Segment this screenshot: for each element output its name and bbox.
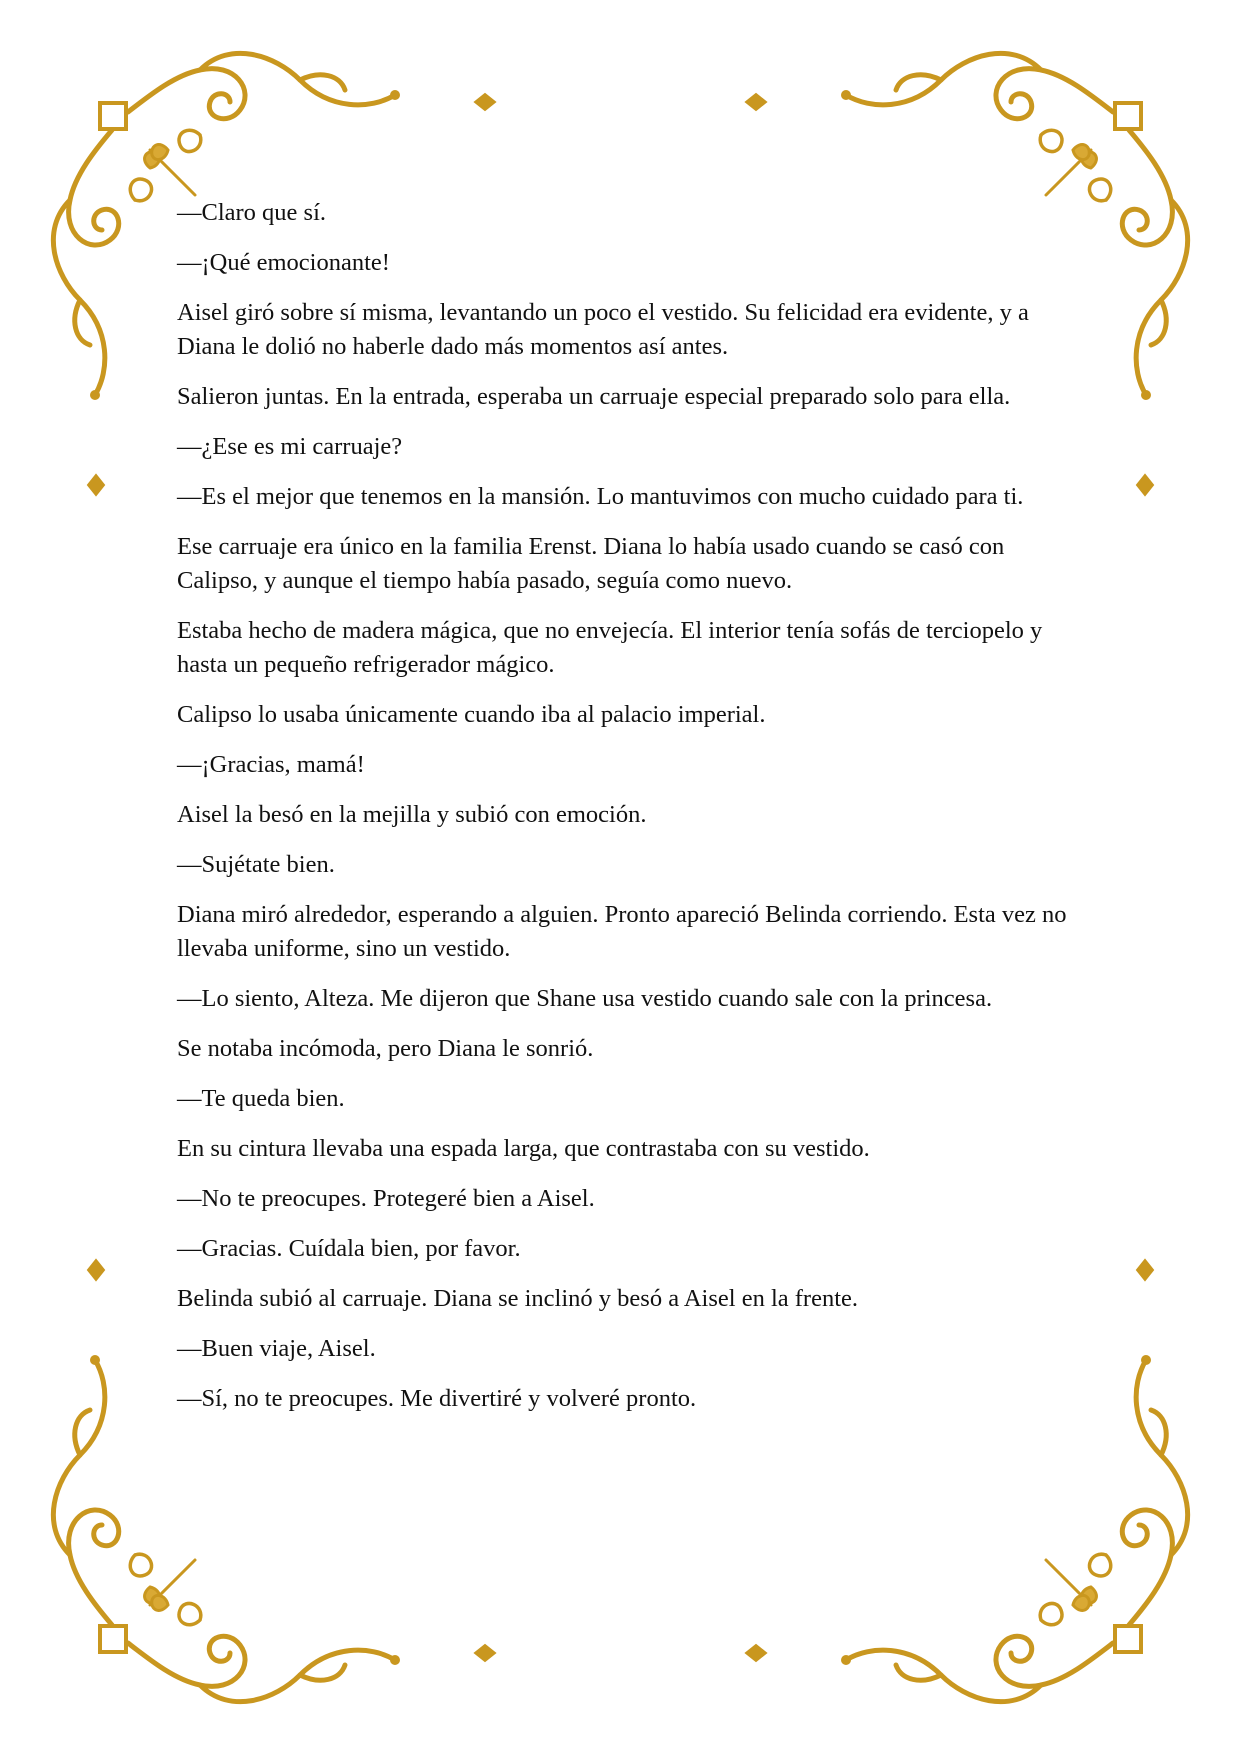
paragraph: Salieron juntas. En la entrada, esperaba un carruaje especial preparado solo para ella. [177, 383, 1011, 410]
paragraph: —Buen viaje, Aisel. [177, 1335, 376, 1362]
paragraph: Diana miró alrededor, esperando a alguien. Pronto apareció Belinda corriendo. Esta vez no llevaba uniforme, sino un vestido. [177, 901, 1067, 962]
story-text [177, 196, 1067, 1432]
paragraph: Belinda subió al carruaje. Diana se inclinó y besó a Aisel en la frente. [177, 1285, 858, 1312]
paragraph: Calipso lo usaba únicamente cuando iba al palacio imperial. [177, 701, 766, 728]
paragraph: —No te preocupes. Protegeré bien a Aisel. [177, 1185, 595, 1212]
paragraph: —Lo siento, Alteza. Me dijeron que Shane usa vestido cuando sale con la princesa. [177, 985, 993, 1012]
paragraph: —¡Qué emocionante! [177, 249, 390, 276]
paragraph: Se notaba incómoda, pero Diana le sonrió. [177, 1035, 594, 1062]
paragraph: Ese carruaje era único en la familia Erenst. Diana lo había usado cuando se casó con Calipso, y aunque el tiempo había pasado, seguía como nuevo. [177, 533, 1005, 594]
paragraph: —Es el mejor que tenemos en la mansión. Lo mantuvimos con mucho cuidado para ti. [177, 483, 1024, 510]
paragraph: —Gracias. Cuídala bien, por favor. [177, 1235, 521, 1262]
paragraph: Estaba hecho de madera mágica, que no envejecía. El interior tenía sofás de terciopelo y hasta un pequeño refrigerador mágico. [177, 617, 1043, 678]
paragraph: Aisel giró sobre sí misma, levantando un poco el vestido. Su felicidad era evidente, y a Diana le dolió no haberle dado más momentos así antes. [177, 299, 1029, 360]
paragraph: —¿Ese es mi carruaje? [177, 433, 403, 460]
paragraph: —Claro que sí. [177, 199, 327, 226]
paragraph: —Te queda bien. [177, 1085, 345, 1112]
paragraph: —Sí, no te preocupes. Me divertiré y volveré pronto. [177, 1385, 697, 1412]
paragraph: En su cintura llevaba una espada larga, que contrastaba con su vestido. [177, 1135, 870, 1162]
paragraph: —¡Gracias, mamá! [177, 751, 365, 778]
paragraph: —Sujétate bien. [177, 851, 335, 878]
paragraph: Aisel la besó en la mejilla y subió con emoción. [177, 801, 647, 828]
